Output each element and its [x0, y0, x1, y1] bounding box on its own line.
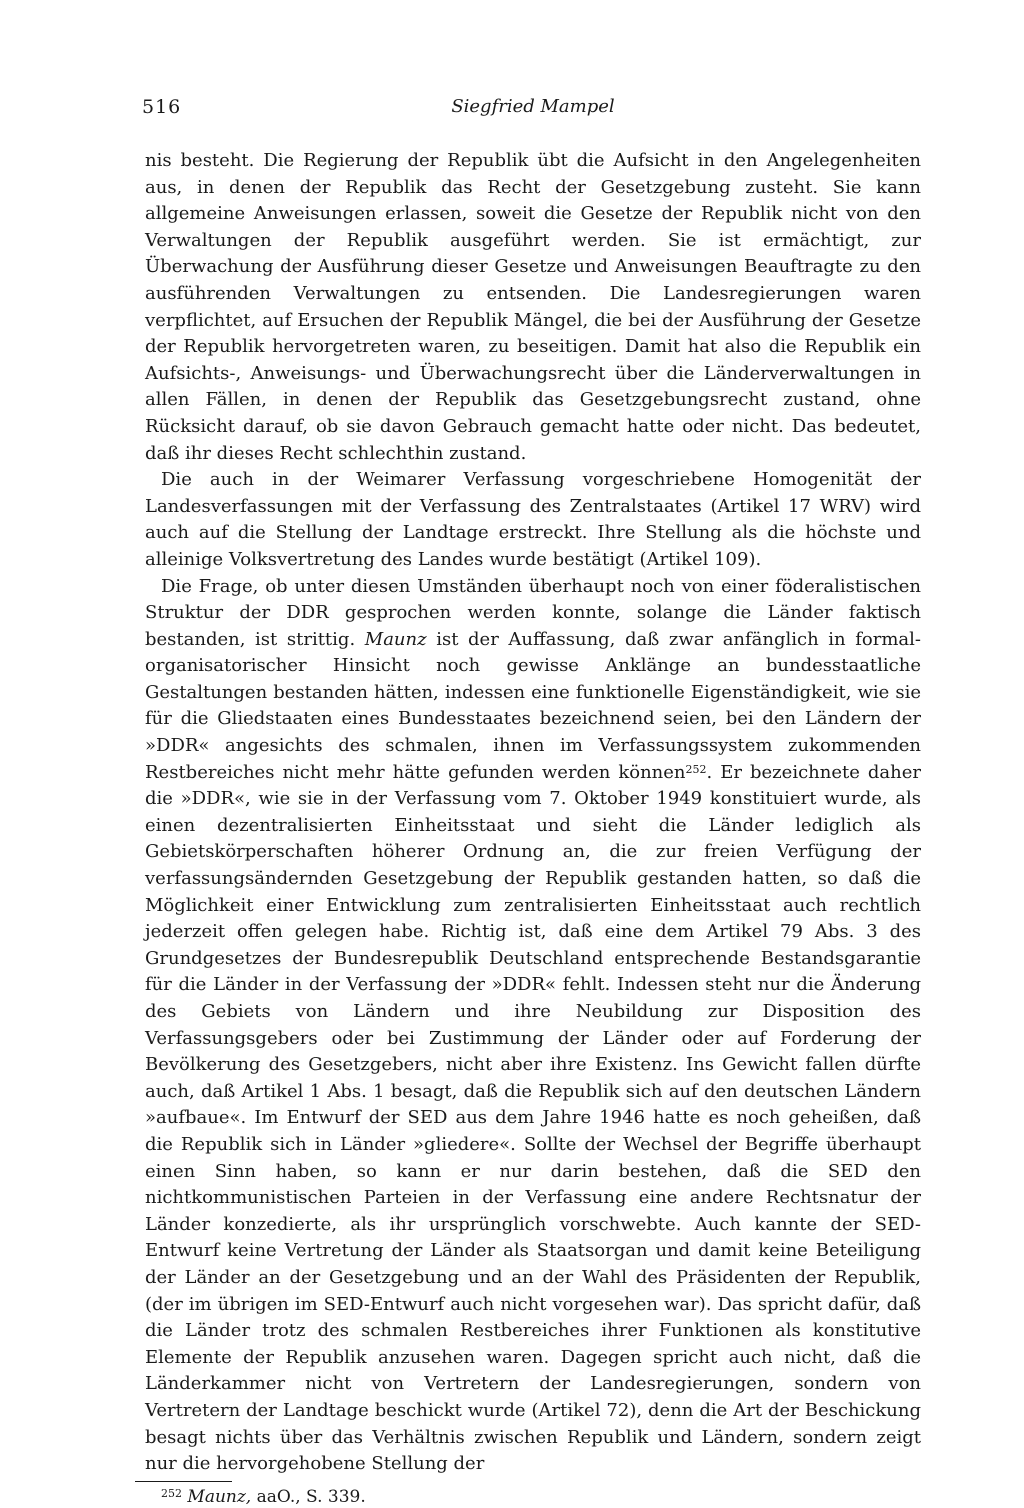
paragraph-foederalismus — [145, 574, 921, 1478]
footnote-reference: 252 — [685, 762, 707, 776]
document-page — [142, 96, 921, 1508]
body-text — [145, 148, 921, 1478]
running-head: Siegfried Mampel — [451, 96, 615, 117]
paragraph-text: . Er bezeichnete daher die »DDR«, wie sie in der Verfassung vom 7. Oktober 1949 konstituiert wurde, als einen dezentralisierten Einheitsstaat und sieht die Länder lediglich als Gebietskörperschaften höherer Ordnung an, die zur freien Verfügung der verfassungsändernden Gesetzgebung der Republik gestanden hatten, so daß die Möglichkeit einer Entwicklung zum zentralisierten Einheitsstaat auch rechtlich jederzeit offen gelegen habe. Richtig ist, daß eine dem Artikel 79 Abs. 3 des Grundgesetzes der Bundesrepublik Deutschland entsprechende Bestandsgarantie für die Länder in der Verfassung der »DDR« fehlt. Indessen steht nur die Änderung des Gebiets von Ländern und ihre Neubildung zur Disposition des Verfassungsgebers oder bei Zustimmung der Länder oder auf Forderung der Bevölkerung des Gesetzgebers, nicht aber ihre Existenz. Ins Gewicht fallen dürfte auch, daß Artikel 1 Abs. 1 besagt, daß die Republik sich auf den deutschen Ländern »aufbaue«. Im Entwurf der SED aus dem Jahre 1946 hatte es noch geheißen, daß die Republik sich in Länder »gliedere«. Sollte der Wechsel der Begriffe überhaupt einen Sinn haben, so kann er nur darin bestehen, daß die SED den nichtkommunistischen Parteien in der Verfassung eine andere Rechtsnatur der Länder konzedierte, als ihr ursprünglich vorschwebte. Auch kannte der SED-Entwurf keine Vertretung der Länder als Staatsorgan und damit keine Beteiligung der Länder an der Gesetzgebung und an der Wahl des Präsidenten der Republik, (der im übrigen im SED-Entwurf auch nicht vorgesehen war). Das spricht dafür, daß die Länder trotz des schmalen Restbereiches ihrer Funktionen als konstitutive Elemente der Republik anzusehen waren. Dagegen spricht auch nicht, daß die Länderkammer nicht von Vertretern der Landesregierungen, sondern von Vertretern der Landtage beschickt wurde (Artikel 72), denn die Art der Beschickung besagt nichts über das Verhältnis zwischen Republik und Ländern, sondern zeigt nur die hervorgehobene Stellung der — [145, 761, 921, 1475]
paragraph-text: Die Frage, ob unter diesen Umständen überhaupt noch von einer föderalistischen Struktur der DDR gesprochen werden konnte, solange die Länder faktisch bestanden, ist strittig. — [145, 575, 921, 650]
paragraph-homogenitaet: Die auch in der Weimarer Verfassung vorgeschriebene Homogenität der Landesverfassungen mit der Verfassung des Zentralstaates (Artikel 17 WRV) wird auch auf die Stellung der Landtage erstreckt. Ihre Stellung als die höchste und alleinige Volksvertretung des Landes wurde bestätigt (Artikel 109). — [145, 469, 921, 570]
footnote — [161, 1486, 921, 1508]
page-header — [142, 96, 921, 126]
paragraph-text: ist der Auffassung, daß zwar anfänglich in formal-organisatorischer Hinsicht noch gewisse Anklänge an bundesstaatliche Gestaltungen bestanden hätten, indessen eine funktionelle Eigenständigkeit, wie sie für die Gliedstaaten eines Bundesstaates bezeichnend seien, bei den Ländern der »DDR« angesichts des schmalen, ihnen im Verfassungssystem zukommenden Restbereiches nicht mehr hätte gefunden werden können — [145, 628, 921, 783]
footnote-divider — [135, 1481, 232, 1482]
page-number: 516 — [142, 96, 182, 118]
author-name: Maunz — [364, 628, 427, 650]
footnote-author: Maunz, — [187, 1486, 252, 1507]
footnote-text: aaO., S. 339. — [251, 1486, 366, 1507]
footnote-number: 252 — [161, 1486, 182, 1500]
paragraph-continued: nis besteht. Die Regierung der Republik übt die Aufsicht in den Angelegenheiten aus, in denen der Republik das Recht der Gesetzgebung zusteht. Sie kann allgemeine Anweisungen erlassen, soweit die Gesetze der Republik nicht von den Verwaltungen der Republik ausgeführt werden. Sie ist ermächtigt, zur Überwachung der Ausführung dieser Gesetze und Anweisungen Beauftragte zu den ausführenden Verwaltungen zu entsenden. Die Landesregierungen waren verpflichtet, auf Ersuchen der Republik Mängel, die bei der Ausführung der Gesetze der Republik hervorgetreten waren, zu beseitigen. Damit hat also die Republik ein Aufsichts-, Anweisungs- und Überwachungsrecht über die Länderverwaltungen in allen Fällen, in denen der Republik das Gesetzgebungsrecht zustand, ohne Rücksicht darauf, ob sie davon Gebrauch gemacht hatte oder nicht. Das bedeutet, daß ihr dieses Recht schlechthin zustand. — [145, 150, 921, 464]
